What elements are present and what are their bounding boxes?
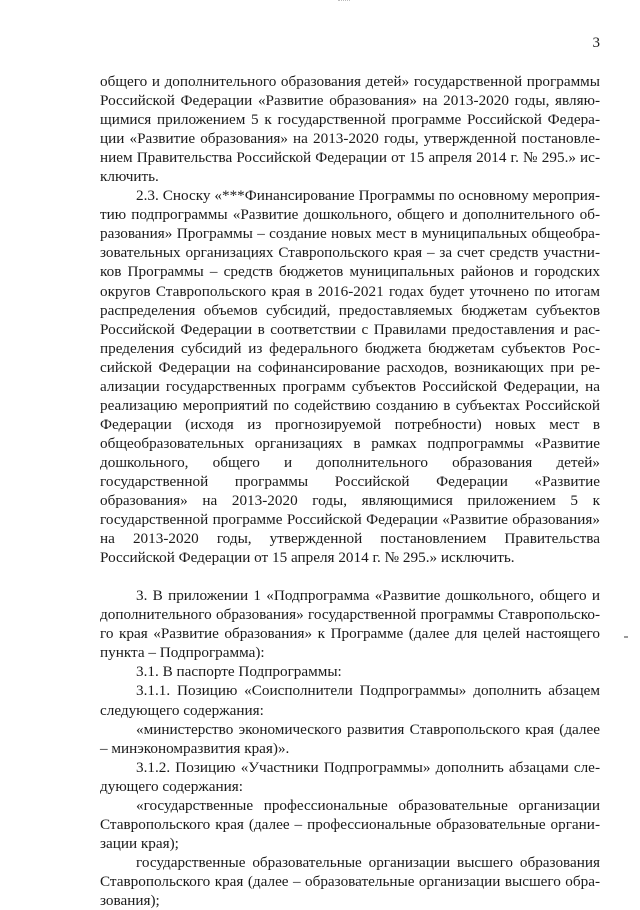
page-number: 3: [592, 35, 600, 51]
paragraph-3-1-2-content-1: «государственные профессиональные образовательные организации Ставропольского края (далее – профессиональные образовательные организации края);: [100, 796, 600, 852]
paragraph-3-1-1: 3.1.1. Позицию «Соисполнители Подпрограммы» дополнить абзацем следующего содержания:: [100, 682, 600, 719]
scan-mark: [338, 0, 350, 4]
paragraph-3-1-2: 3.1.2. Позицию «Участники Подпрограммы» дополнить абзацами следующего содержания:: [100, 758, 600, 795]
paragraph-3: 3. В приложении 1 «Подпрограмма «Развитие дошкольного, общего и дополнительного образования» государственной программы Ставропольского края «Развитие образования» к Программе (далее для целей настоящего пункта – Подпрограмма):: [100, 587, 600, 662]
paragraph-2-3: 2.3. Сноску «***Финансирование Программы по основному мероприятию подпрограммы «Развитие дошкольного, общего и дополнительного образования» Программы – создание новых мест в муниципальных общеобразовательных организациях Ставропольского края – за счет средств участников Программы – средств бюджетов муниципальных районов и городских округов Ставропольского края в 2016-2021 годах будет уточнено по итогам распределения объемов субсидий, предоставляемых бюджетам субъектов Российской Федерации в соответствии с Правилами предоставления и распределения субсидий из федерального бюджета бюджетам субъектов Российской Федерации на софинансирование расходов, возникающих при реализации государственных программ субъектов Российской Федерации, на реализацию мероприятий по содействию созданию в субъектах Российской Федерации (исходя из прогнозируемой потребности) новых мест в общеобразовательных организациях в рамках подпрограммы «Развитие дошкольного, общего и дополнительного образования детей» государственной программы Российской Федерации «Развитие образования» на 2013-2020 годы, являющимися приложением 5 к государственной программе Российской Федерации «Развитие образования» на 2013-2020 годы, утвержденной постановлением Правительства Российской Федерации от 15 апреля 2014 г. № 295.» исключить.: [100, 187, 600, 567]
paragraph-continuation: общего и дополнительного образования детей» государственной программы Российской Федерации «Развитие образования» на 2013-2020 годы, являющимися приложением 5 к государственной программе Российской Федерации «Развитие образования» на 2013-2020 годы, утвержденной постановлением Правительства Российской Федерации от 15 апреля 2014 г. № 295.» исключить.: [100, 73, 600, 186]
paragraph-3-1-1-content: «министерство экономического развития Ставропольского края (далее – минэкономразвития края)».: [100, 720, 600, 757]
document-body: [100, 72, 600, 910]
paragraph-gap: [100, 567, 600, 586]
scan-mark: [624, 636, 628, 638]
paragraph-3-1-2-content-2: государственные образовательные организации высшего образования Ставропольского края (далее – образовательные организации высшего образования);: [100, 853, 600, 909]
paragraph-3-1: 3.1. В паспорте Подпрограммы:: [136, 663, 342, 681]
